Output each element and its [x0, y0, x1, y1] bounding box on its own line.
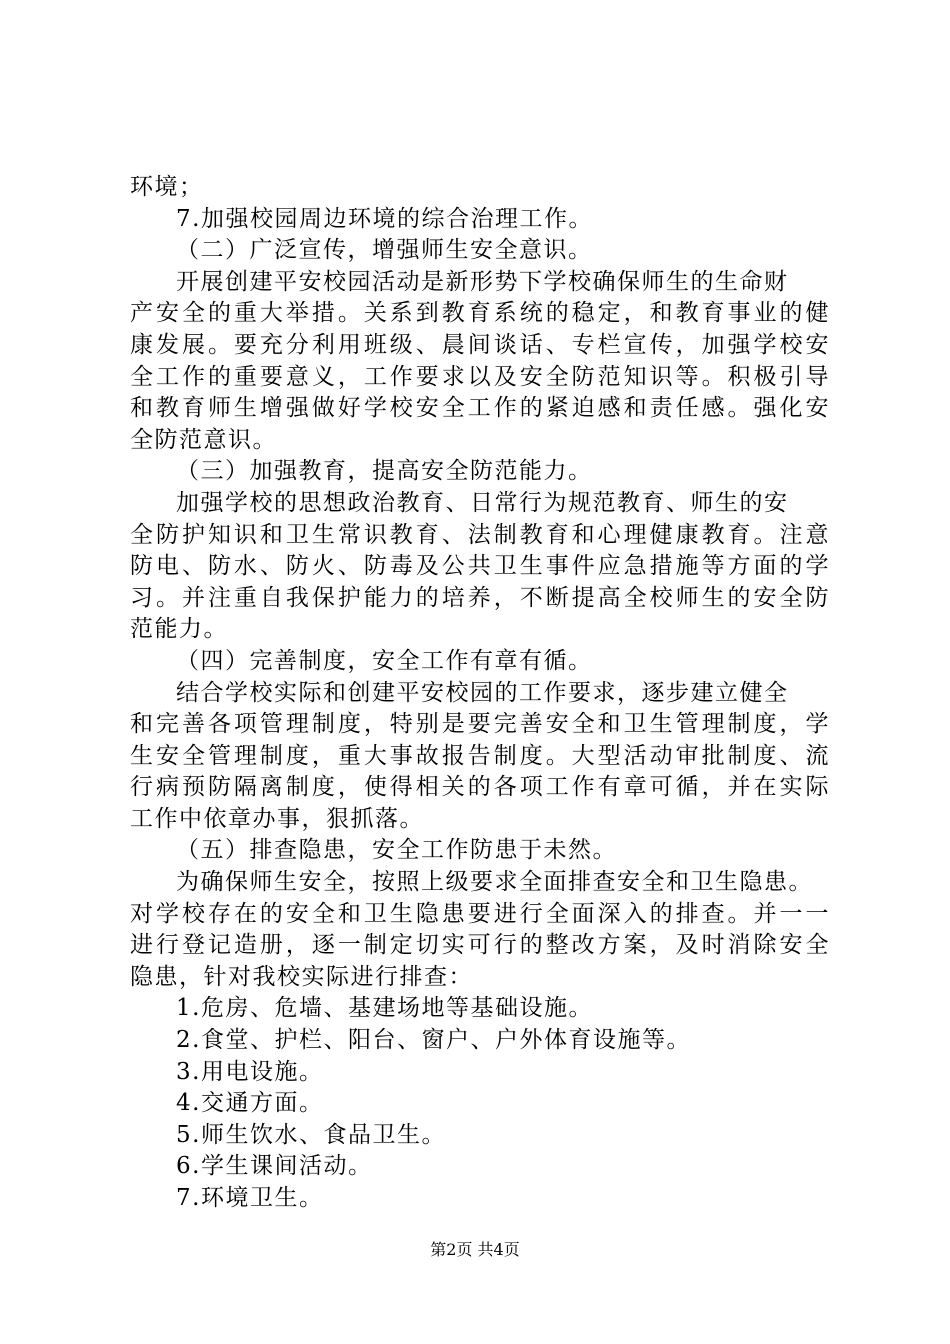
list-item: 4.交通方面。: [176, 1090, 324, 1117]
paragraph-line: 康发展。要充分利用班级、晨间谈话、专栏宣传，加强学校安: [130, 331, 830, 358]
page-footer: 第2页 共4页: [430, 1240, 520, 1259]
section-heading: （四）完善制度，安全工作有章有循。: [176, 647, 593, 674]
list-item: 1.危房、危墙、基建场地等基础设施。: [176, 995, 593, 1022]
list-item: 7.环境卫生。: [176, 1185, 324, 1211]
paragraph-line: 习。并注重自我保护能力的培养，不断提高全校师生的安全防: [130, 584, 830, 611]
paragraph-line: 进行登记造册，逐一制定切实可行的整改方案，及时消除安全: [130, 932, 830, 959]
paragraph-line: 全工作的重要意义，工作要求以及安全防范知识等。积极引导: [130, 363, 830, 390]
paragraph-line: 产安全的重大举措。关系到教育系统的稳定，和教育事业的健: [130, 300, 830, 327]
list-item: 2.食堂、护栏、阳台、窗户、户外体育设施等。: [176, 1027, 691, 1054]
text-line: 环境；: [130, 174, 204, 200]
paragraph-line: 全防护知识和卫生常识教育、法制教育和心理健康教育。注意: [130, 521, 830, 548]
section-heading: （三）加强教育，提高安全防范能力。: [176, 458, 593, 485]
paragraph-line: 开展创建平安校园活动是新形势下学校确保师生的生命财: [176, 268, 789, 295]
document-body: [130, 172, 830, 1215]
paragraph-line: 防电、防水、防火、防毒及公共卫生事件应急措施等方面的学: [130, 553, 830, 580]
paragraph-line: 全防范意识。: [130, 426, 277, 453]
list-item: 3.用电设施。: [176, 1058, 324, 1085]
section-heading: （二）广泛宣传，增强师生安全意识。: [176, 237, 593, 264]
paragraph-line: 加强学校的思想政治教育、日常行为规范教育、师生的安: [176, 489, 789, 516]
paragraph-line: 和教育师生增强做好学校安全工作的紧迫感和责任感。强化安: [130, 395, 830, 422]
list-item: 5.师生饮水、食品卫生。: [176, 1121, 446, 1148]
paragraph-line: 和完善各项管理制度，特别是要完善安全和卫生管理制度，学: [130, 711, 830, 738]
list-item: 7.加强校园周边环境的综合治理工作。: [176, 205, 593, 232]
paragraph-line: 结合学校实际和创建平安校园的工作要求，逐步建立健全: [176, 679, 789, 706]
paragraph-line: 生安全管理制度，重大事故报告制度。大型活动审批制度、流: [130, 742, 830, 769]
paragraph-line: 工作中依章办事，狠抓落。: [130, 805, 424, 832]
paragraph-line: 为确保师生安全，按照上级要求全面排查安全和卫生隐患。: [176, 869, 813, 896]
paragraph-line: 行病预防隔离制度，使得相关的各项工作有章可循，并在实际: [130, 774, 830, 801]
paragraph-line: 范能力。: [130, 616, 228, 643]
section-heading: （五）排查隐患，安全工作防患于未然。: [176, 837, 617, 864]
paragraph-line: 对学校存在的安全和卫生隐患要进行全面深入的排查。并一一: [130, 900, 830, 927]
list-item: 6.学生课间活动。: [176, 1153, 373, 1180]
paragraph-line: 隐患，针对我校实际进行排查：: [130, 963, 473, 990]
